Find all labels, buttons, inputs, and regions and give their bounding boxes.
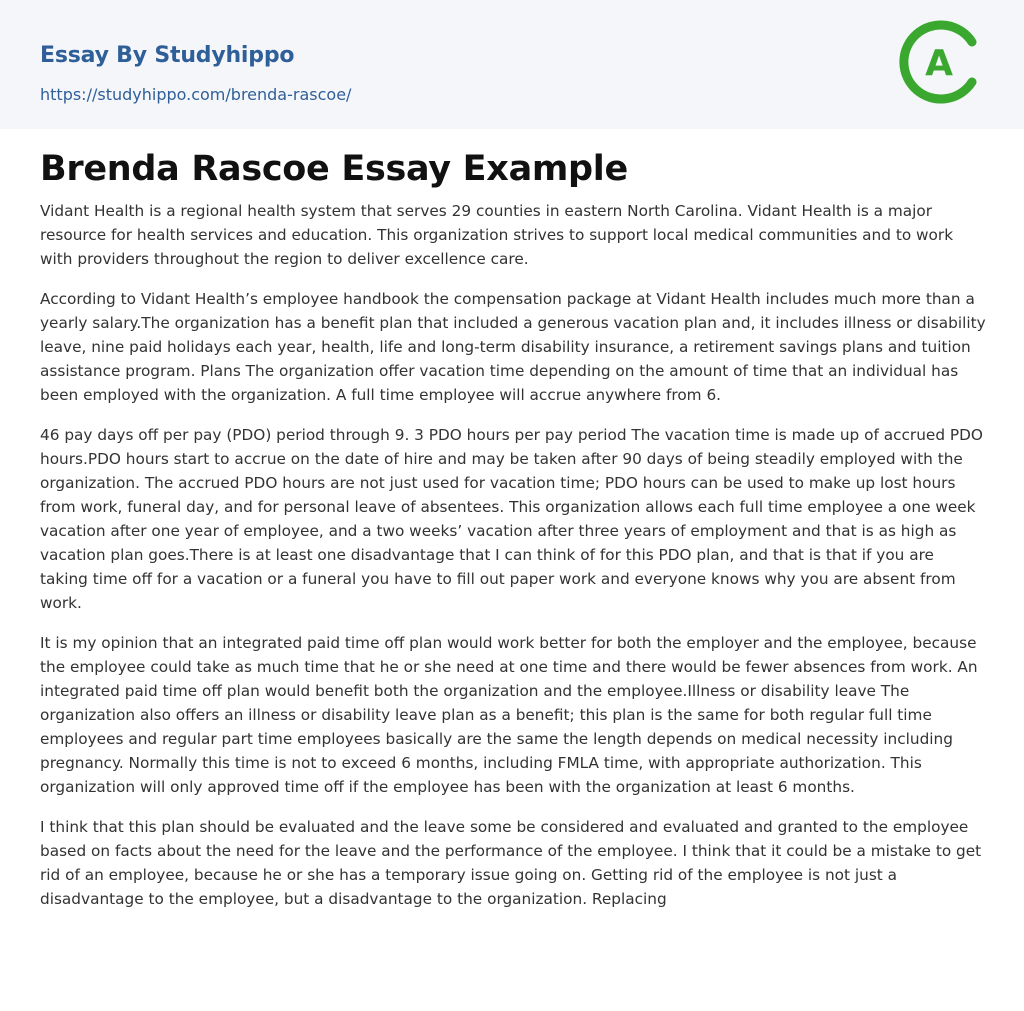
essay-paragraph-4: It is my opinion that an integrated paid time off plan would work better for both the employer and the employee, because the employee could take as much time that he or she need at one time and there would be fewer absences from work. An integrated paid time off plan would benefit both the organization and the employee.Illness or disability leave The organization also offers an illness or disability leave plan as a benefit; this plan is the same for both regular full time employees and regular part time employees basically are the same the length depends on medical necessity including pregnancy. Normally this time is not to exceed 6 months, including FMLA time, with appropriate authorization. This organization will only approved time off if the employee has been with the organization at least 6 months. <box>40 634 978 796</box>
site-title[interactable]: Essay By Studyhippo <box>40 43 295 68</box>
essay-paragraph-2: According to Vidant Health’s employee handbook the compensation package at Vidant Health includes much more than a yearly salary.The organization has a benefit plan that included a generous vacation plan and, it includes illness or disability leave, nine paid holidays each year, health, life and long-term disability insurance, a retirement savings plans and tuition assistance program. Plans The organization offer vacation time depending on the amount of time that an individual has been employed with the organization. A full time employee will accrue anywhere from 6. <box>40 290 986 404</box>
essay-paragraph-5: I think that this plan should be evaluated and the leave some be considered and evaluated and granted to the employee based on facts about the need for the leave and the performance of the employee. I think that it could be a mistake to get rid of an employee, because he or she has a temporary issue going on. Getting rid of the employee is not just a disadvantage to the employee, but a disadvantage to the organization. Replacing <box>40 818 982 908</box>
page-title: Brenda Rascoe Essay Example <box>40 149 628 189</box>
logo-letter: A <box>925 43 953 84</box>
essay-paragraph-3: 46 pay days off per pay (PDO) period through 9. 3 PDO hours per pay period The vacation time is made up of accrued PDO hours.PDO hours start to accrue on the date of hire and may be taken after 90 days of being steadily employed with the organization. The accrued PDO hours are not just used for vacation time; PDO hours can be used to make up lost hours from work, funeral day, and for personal leave of absentees. This organization allows each full time employee a one week vacation after one year of employee, and a two weeks’ vacation after three years of employment and that is as high as vacation plan goes.There is at least one disadvantage that I can think of for this PDO plan, and that is that if you are taking time off for a vacation or a funeral you have to fill out paper work and everyone knows why you are absent from work. <box>40 426 983 612</box>
site-url-link[interactable]: https://studyhippo.com/brenda-rascoe/ <box>40 85 352 104</box>
essay-paragraph-1: Vidant Health is a regional health system that serves 29 counties in eastern North Carolina. Vidant Health is a major resource for health services and education. This organization strives to support local medical communities and to work with providers throughout the region to deliver excellence care. <box>40 202 954 268</box>
site-header <box>0 0 1024 129</box>
essay-content <box>40 129 986 927</box>
studyhippo-logo-icon[interactable] <box>896 18 984 106</box>
